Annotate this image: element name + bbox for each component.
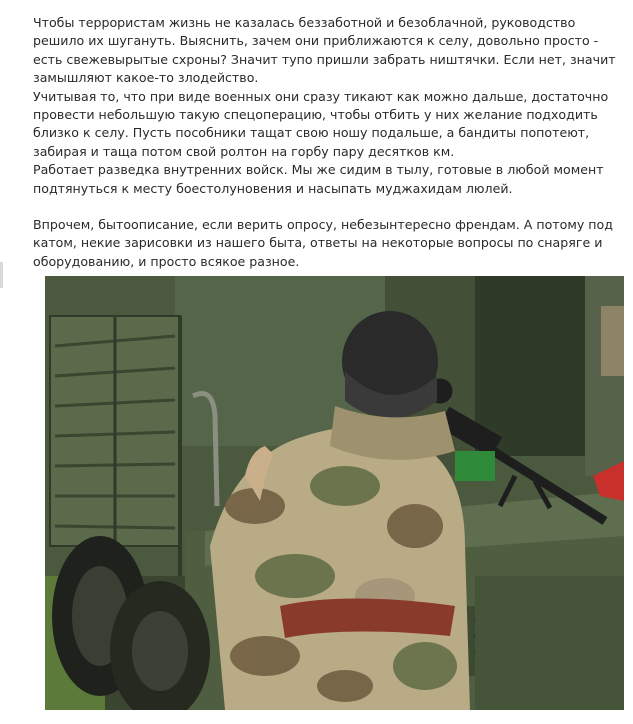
article-paragraph: Учитывая то, что при виде военных они сразу тикают как можно дальше, достаточно провести небольшую такую спецоперацию, чтобы отбить у них желание подходить близко к селу. Пусть пособники тащат свою ношу подальше, а бандиты попотеют, забирая и таща потом свой ролтон на горбу пару десятков км. — [33, 88, 609, 159]
paragraph-spacer — [33, 198, 629, 216]
page-edge-marker — [0, 262, 3, 288]
article-body — [33, 14, 629, 271]
article-paragraph: Чтобы террористам жизнь не казалась беззаботной и безоблачной, руководство решило их шугануть. Выяснить, зачем они приближаются к селу, довольно просто - есть свежевырытые схроны? Значит тупо пришли забрать ништячки. Если нет, значит замышляют какое-то злодейство. — [33, 15, 616, 86]
article-photo — [45, 276, 624, 710]
article-paragraph: Работает разведка внутренних войск. Мы же сидим в тылу, готовые в любой момент подтянуться к месту боестолуновения и насыпать муджахидам люлей. — [33, 162, 604, 196]
photo-soldier-at-truck — [45, 276, 624, 710]
article-paragraph: Впрочем, бытоописание, если верить опросу, небезынтересно френдам. А потому под катом, некие зарисовки из нашего быта, ответы на некоторые вопросы по снаряге и оборудованию, и просто всякое разное. — [33, 217, 613, 269]
